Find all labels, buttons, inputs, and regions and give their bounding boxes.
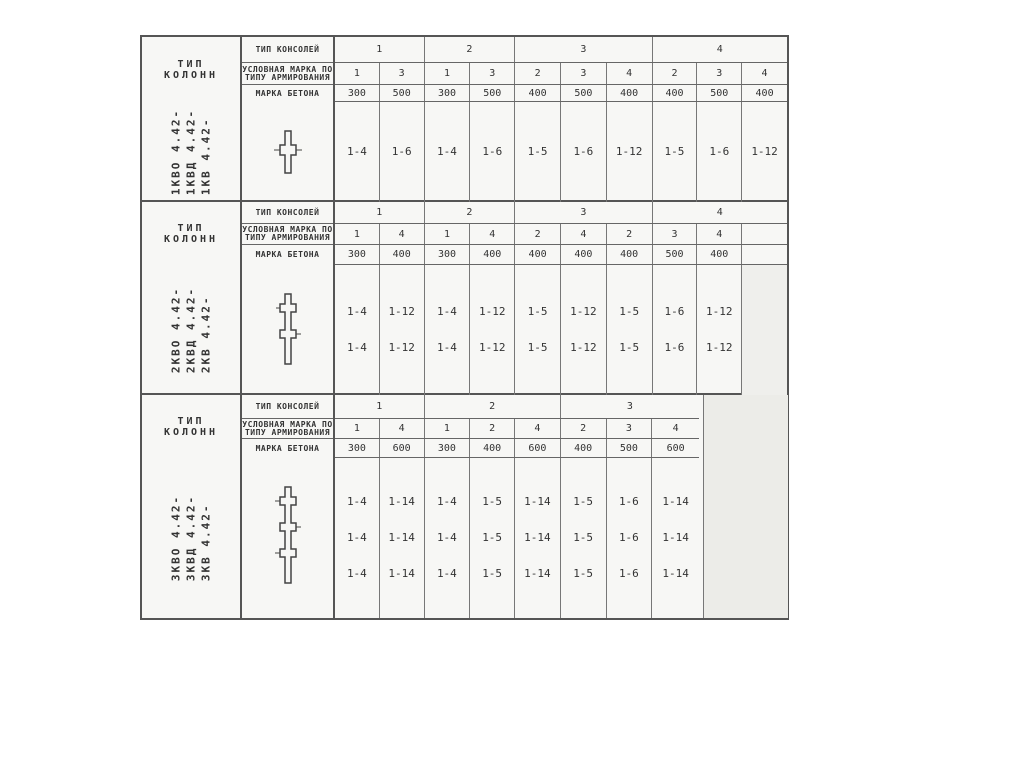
console-cell: 1 [335, 37, 425, 62]
column-names [142, 102, 242, 202]
mark-label: УСЛОВНАЯ МАРКА ПО ТИПУ АРМИРОВАНИЯ [242, 419, 333, 439]
console-cell: 2 [425, 202, 516, 223]
concrete-cell: 600 [380, 439, 425, 457]
mark-cell: 4 [561, 224, 607, 244]
value-cell [652, 458, 699, 618]
column-names [142, 265, 242, 395]
mark-cell [742, 224, 787, 244]
value: 1-14 [662, 567, 689, 580]
value: 1-12 [570, 341, 597, 354]
column-sketch [242, 102, 335, 202]
column-name: 1КВ 4.42- [199, 117, 213, 196]
column-name: 3КВО 4.42- [169, 494, 183, 582]
value: 1-4 [346, 567, 367, 580]
value: 1-6 [664, 341, 685, 354]
concrete-cell: 400 [561, 439, 607, 457]
value-cell [697, 102, 742, 202]
value: 1-6 [618, 495, 639, 508]
value-cell [380, 102, 425, 202]
value: 1-5 [482, 567, 503, 580]
console-cell: 2 [425, 395, 561, 418]
mark-cell: 1 [335, 419, 380, 438]
value: 1-6 [482, 145, 503, 158]
column-names [142, 458, 242, 618]
value: 1-12 [615, 145, 643, 158]
mark-cell: 4 [761, 68, 768, 79]
type-consoles-label: ТИП КОНСОЛЕЙ [242, 395, 333, 419]
type-column-header [142, 395, 242, 458]
value: 1-5 [527, 305, 548, 318]
concrete-cell: 400 [470, 439, 515, 457]
values-row [335, 458, 699, 618]
value: 1-14 [662, 531, 689, 544]
concrete-cell: 600 [666, 442, 685, 454]
value-cell [742, 265, 787, 395]
value: 1-14 [524, 567, 551, 580]
value-cell [425, 458, 471, 618]
values-row [335, 265, 787, 395]
value: 1-5 [664, 145, 685, 158]
concrete-cell: 300 [425, 245, 471, 264]
value-cell [515, 265, 561, 395]
value-cell [425, 265, 471, 395]
value: 1-12 [706, 305, 733, 318]
value: 1-6 [573, 145, 594, 158]
mark-cell: 1 [425, 224, 471, 244]
type-column-label: ТИП КОЛОНН [163, 222, 219, 245]
concrete-cell: 300 [335, 439, 380, 457]
value-cell [380, 265, 425, 395]
mark-cell: 1 [335, 63, 380, 84]
mark-cell: 3 [561, 63, 607, 84]
mark-cell: 4 [470, 224, 515, 244]
value: 1-4 [346, 495, 367, 508]
value-cell [561, 265, 607, 395]
consoles-row [335, 37, 787, 63]
value-cell [470, 102, 515, 202]
column-reinforcement-table [140, 35, 789, 620]
console-cell: 1 [335, 395, 425, 418]
value-cell [561, 458, 607, 618]
value: 1-12 [479, 341, 506, 354]
value: 1-12 [388, 305, 415, 318]
mark-label: УСЛОВНАЯ МАРКА ПО ТИПУ АРМИРОВАНИЯ [242, 224, 333, 245]
marks-row [335, 224, 787, 245]
value: 1-5 [619, 305, 640, 318]
concrete-cell: 300 [335, 245, 380, 264]
row-labels [242, 37, 335, 102]
value: 1-5 [573, 531, 594, 544]
value: 1-14 [388, 495, 415, 508]
mark-cell: 2 [515, 63, 561, 84]
value: 1-12 [570, 305, 597, 318]
value: 1-5 [573, 567, 594, 580]
value-cell [335, 102, 380, 202]
concrete-cell: 400 [607, 85, 653, 101]
concrete-label: МАРКА БЕТОНА [255, 250, 320, 259]
value: 1-4 [436, 531, 457, 544]
consoles-row [335, 202, 787, 224]
console-cell: 4 [716, 207, 723, 218]
value: 1-5 [482, 531, 503, 544]
value-cell [607, 458, 653, 618]
console-cell: 3 [515, 202, 652, 223]
value-cell [653, 265, 698, 395]
value-cell [335, 458, 380, 618]
concrete-label: МАРКА БЕТОНА [255, 443, 320, 453]
mark-cell: 2 [515, 224, 561, 244]
console-cell: 3 [626, 401, 633, 412]
value: 1-12 [706, 341, 733, 354]
concrete-cell: 400 [380, 245, 425, 264]
mark-cell: 1 [335, 224, 380, 244]
mark-cell: 3 [380, 63, 425, 84]
row-labels [242, 395, 335, 458]
mark-cell: 2 [653, 63, 698, 84]
value-cell [470, 265, 515, 395]
column-sketch [242, 458, 335, 618]
type-consoles-label: ТИП КОНСОЛЕЙ [242, 37, 333, 63]
value-cell [335, 265, 380, 395]
mark-cell: 3 [607, 419, 653, 438]
marks-row [335, 419, 699, 439]
concrete-cell: 500 [561, 85, 607, 101]
value: 1-14 [524, 531, 551, 544]
value-cell [697, 265, 742, 395]
value: 1-14 [662, 495, 689, 508]
value: 1-6 [664, 305, 685, 318]
value: 1-14 [388, 567, 415, 580]
section-1 [142, 37, 787, 202]
concrete-cell [742, 245, 787, 264]
mark-cell: 2 [607, 224, 653, 244]
type-consoles-label: ТИП КОНСОЛЕЙ [242, 202, 333, 224]
mark-cell: 1 [425, 63, 471, 84]
mark-cell: 3 [697, 63, 742, 84]
mark-cell: 2 [470, 419, 515, 438]
concrete-cell: 500 [380, 85, 425, 101]
value: 1-4 [346, 305, 367, 318]
value: 1-5 [482, 495, 503, 508]
column-profile-icon [268, 483, 308, 593]
value-cell [515, 458, 561, 618]
column-profile-icon [268, 127, 308, 177]
value: 1-6 [709, 145, 730, 158]
concrete-cell: 300 [425, 85, 471, 101]
column-name: 2КВД 4.42- [184, 286, 198, 374]
value: 1-12 [751, 145, 778, 158]
values-row [335, 102, 787, 202]
concrete-cell: 400 [470, 245, 515, 264]
consoles-row [335, 395, 699, 419]
concrete-cell: 400 [515, 245, 561, 264]
marks-row [335, 63, 787, 85]
column-sketch [242, 265, 335, 395]
concrete-row [335, 439, 699, 458]
console-cell: 4 [716, 44, 723, 55]
console-cell: 2 [425, 37, 516, 62]
value: 1-4 [436, 495, 457, 508]
row-labels [242, 202, 335, 265]
concrete-cell: 400 [607, 245, 653, 264]
section-2 [142, 202, 787, 395]
mark-label: УСЛОВНАЯ МАРКА ПО ТИПУ АРМИРОВАНИЯ [242, 63, 333, 85]
column-name: 2КВ 4.42- [199, 295, 213, 374]
value: 1-6 [618, 567, 639, 580]
type-column-header [142, 202, 242, 265]
concrete-cell: 300 [425, 439, 471, 457]
value: 1-4 [346, 145, 367, 158]
value: 1-5 [527, 341, 548, 354]
column-name: 1КВД 4.42- [184, 108, 198, 196]
value-cell [515, 102, 561, 202]
value-cell [607, 265, 653, 395]
column-name: 1КВО 4.42- [169, 108, 183, 196]
concrete-row [335, 85, 787, 102]
value: 1-6 [618, 531, 639, 544]
concrete-cell: 500 [697, 85, 742, 101]
value-cell [425, 102, 471, 202]
concrete-cell: 500 [653, 245, 698, 264]
value: 1-14 [388, 531, 415, 544]
concrete-cell: 300 [335, 85, 380, 101]
value: 1-4 [346, 341, 367, 354]
value: 1-4 [437, 145, 457, 158]
section-3 [142, 395, 787, 618]
mark-cell: 4 [380, 224, 425, 244]
concrete-cell: 400 [697, 245, 742, 264]
concrete-cell: 400 [515, 85, 561, 101]
column-name: 2КВО 4.42- [169, 286, 183, 374]
mark-cell: 2 [561, 419, 607, 438]
value-cell [380, 458, 425, 618]
console-cell: 3 [515, 37, 652, 62]
mark-cell: 4 [380, 419, 425, 438]
concrete-label: МАРКА БЕТОНА [255, 88, 320, 98]
mark-cell: 4 [607, 63, 653, 84]
column-profile-icon [268, 290, 308, 370]
concrete-cell: 600 [515, 439, 561, 457]
concrete-cell: 400 [561, 245, 607, 264]
concrete-row [335, 245, 787, 265]
value-cell [470, 458, 515, 618]
value-cell [607, 102, 653, 202]
console-cell: 1 [335, 202, 425, 223]
value: 1-4 [346, 531, 367, 544]
value: 1-5 [573, 495, 594, 508]
column-name: 3КВ 4.42- [199, 503, 213, 582]
concrete-cell: 400 [755, 87, 774, 99]
mark-cell: 3 [653, 224, 698, 244]
value-cell [653, 102, 698, 202]
mark-cell: 4 [672, 423, 679, 434]
value: 1-4 [436, 567, 457, 580]
value: 1-6 [391, 145, 412, 158]
concrete-cell: 400 [653, 85, 698, 101]
empty-area [703, 395, 788, 618]
value: 1-14 [524, 495, 551, 508]
concrete-cell: 500 [607, 439, 653, 457]
mark-cell: 4 [697, 224, 742, 244]
value: 1-5 [527, 145, 548, 158]
mark-cell: 3 [470, 63, 515, 84]
type-column-header [142, 37, 242, 102]
type-column-label: ТИП КОЛОНН [163, 415, 219, 438]
mark-cell: 4 [515, 419, 561, 438]
value: 1-4 [437, 341, 457, 354]
type-column-label: ТИП КОЛОНН [163, 58, 219, 81]
value-cell [561, 102, 607, 202]
value: 1-12 [479, 305, 506, 318]
value: 1-5 [619, 341, 640, 354]
value: 1-12 [388, 341, 415, 354]
concrete-cell: 500 [470, 85, 515, 101]
column-name: 3КВД 4.42- [184, 494, 198, 582]
value-cell [742, 102, 787, 202]
mark-cell: 1 [425, 419, 471, 438]
value: 1-4 [437, 305, 457, 318]
